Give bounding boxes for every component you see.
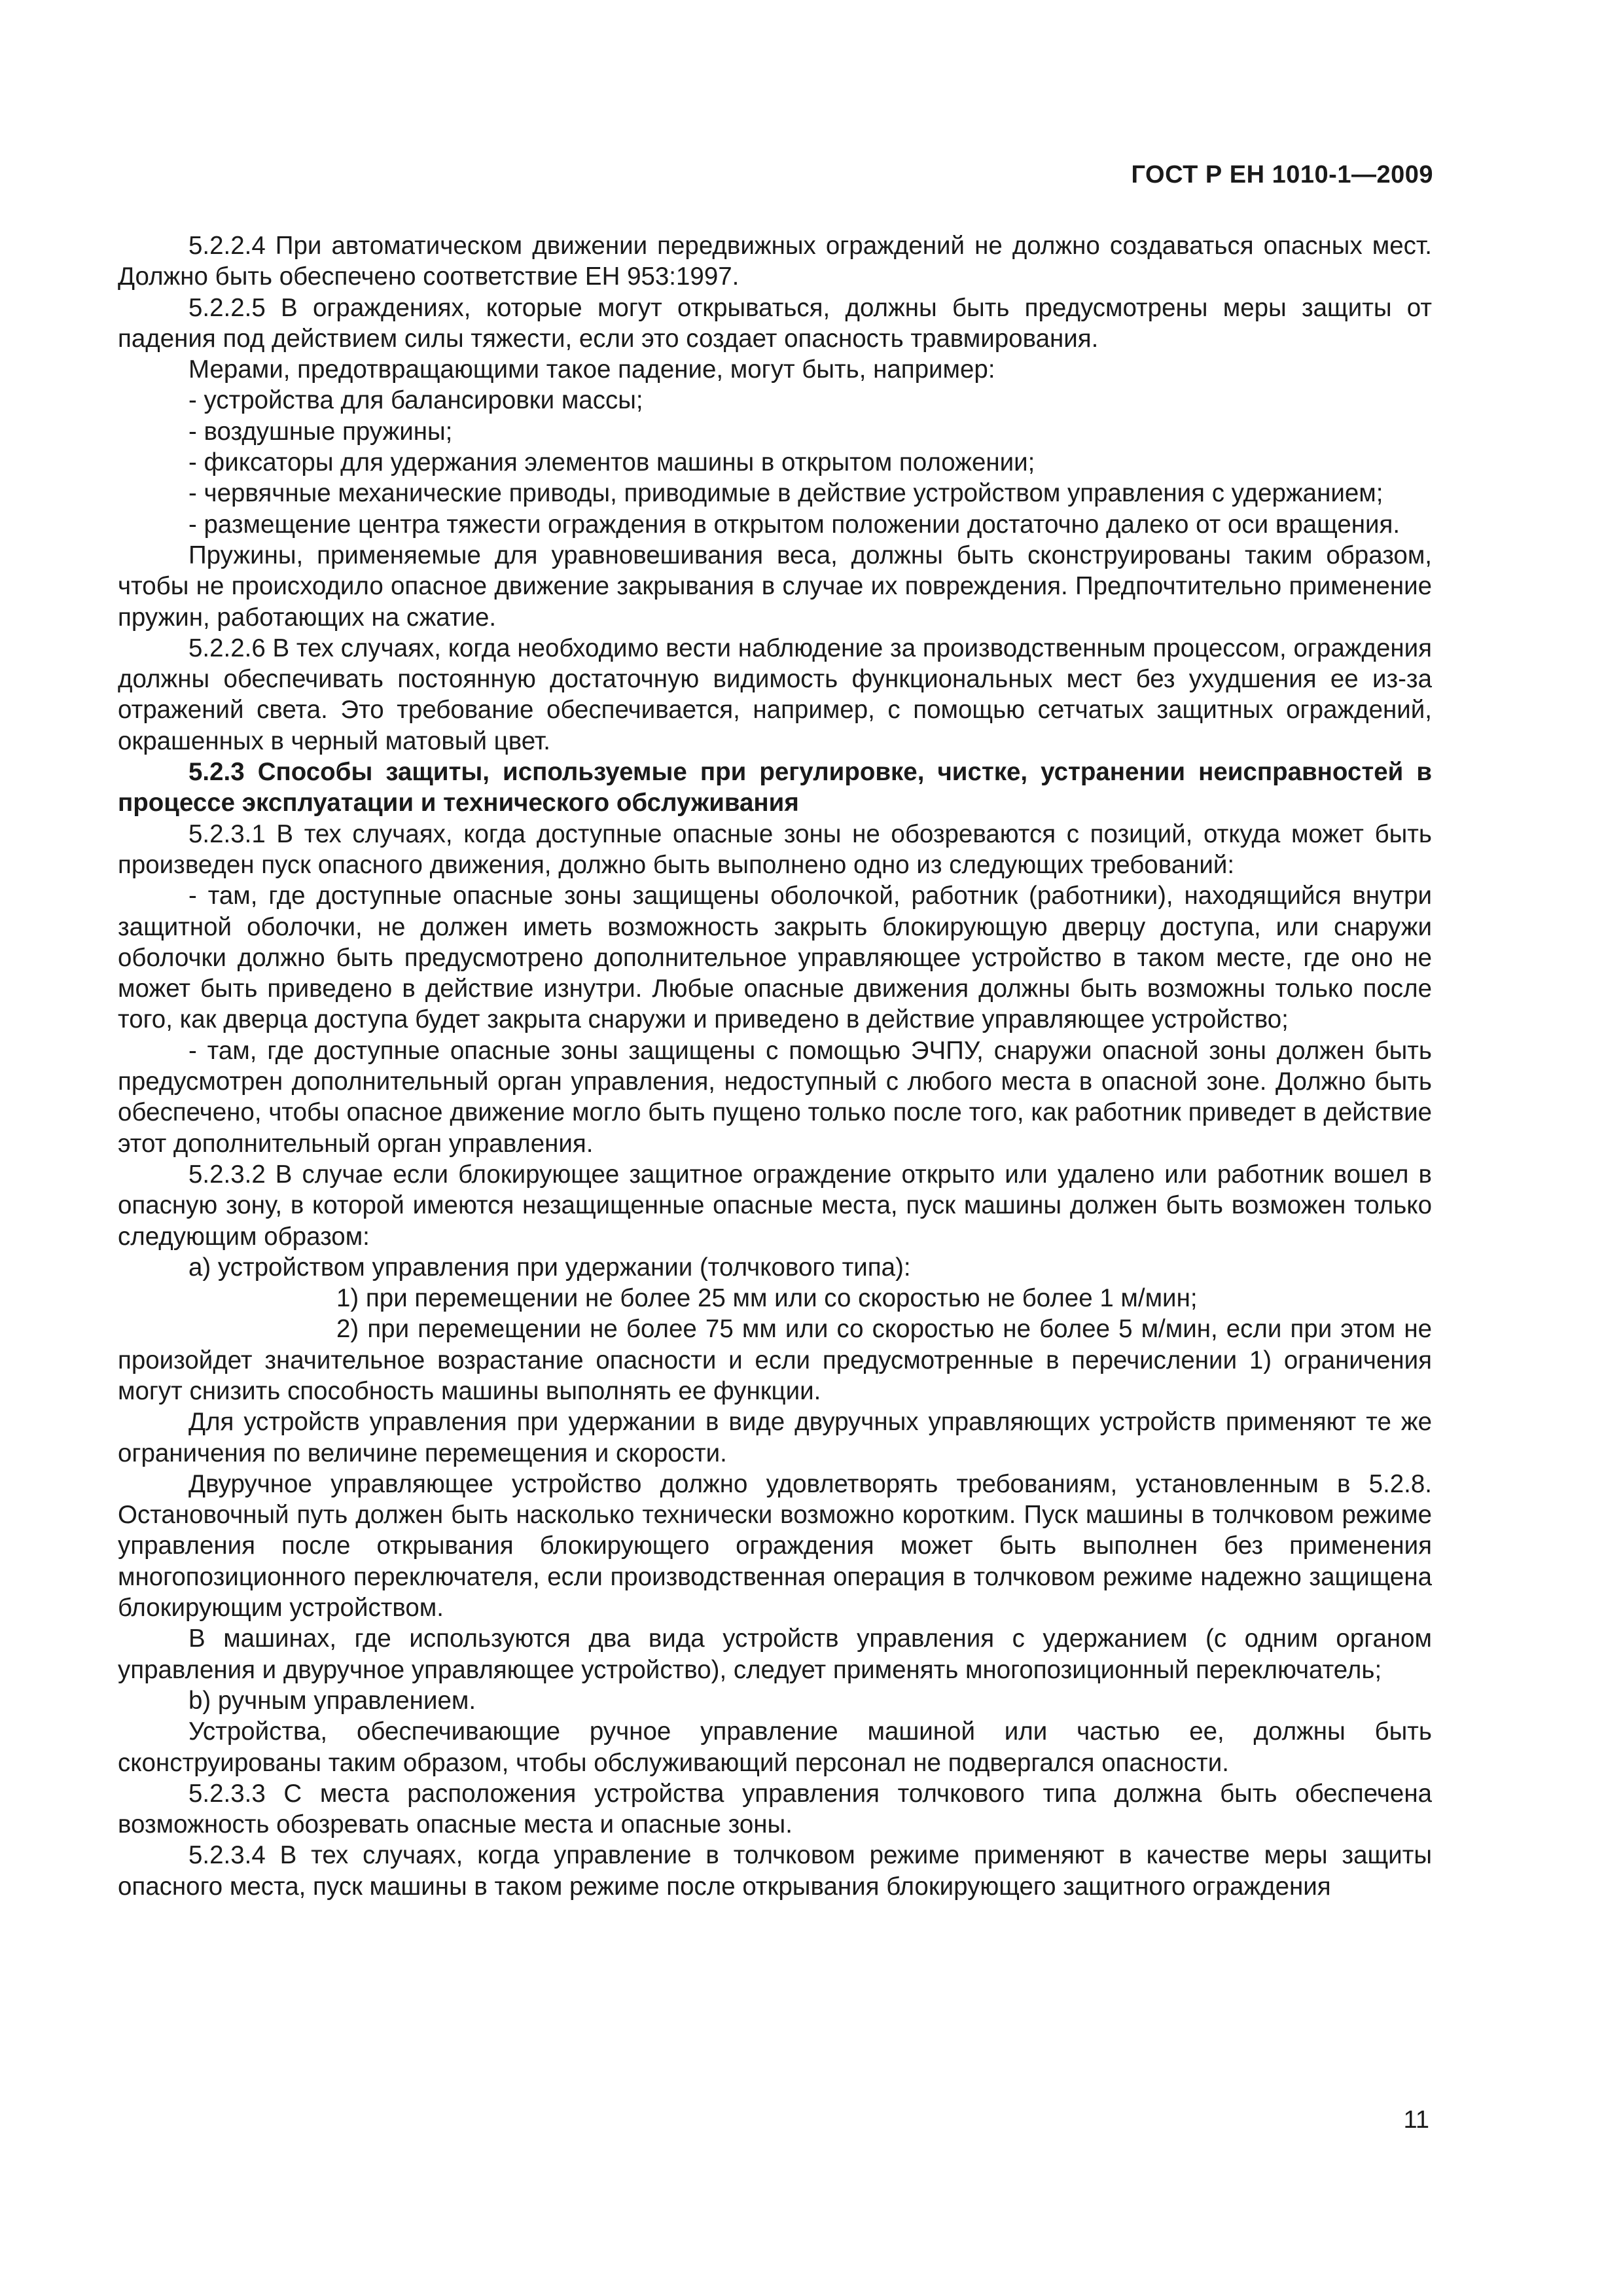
page-number: 11 [1403, 2106, 1429, 2134]
paragraph: 5.2.2.6 В тех случаях, когда необходимо вести наблюдение за производственным процессом, ограждения должны обеспечивать постоянную достаточную видимость функциональных мест без ухудшения ее из-за отражений света. Это требование обеспечивается, например, с помощью сетчатых защитных ограждений, окрашенных в черный матовый цвет. [118, 634, 1432, 755]
list-item: - там, где доступные опасные зоны защищены с помощью ЭЧПУ, снаружи опасной зоны должен быть предусмотрен дополнительный орган управления, недоступный с любого места в опасной зоне. Должно быть обеспечено, чтобы опасное движение могло быть пущено только после того, как работник приведет в действие этот дополнительный орган управления. [118, 1036, 1432, 1158]
document-code-header: ГОСТ Р ЕН 1010-1—2009 [1131, 161, 1433, 188]
paragraph: 5.2.3.4 В тех случаях, когда управление в толчковом режиме применяют в качестве меры защиты опасного места, пуск машины в таком режиме после открывания блокирующего защитного ограждения [118, 1841, 1432, 1901]
list-item: - фиксаторы для удержания элементов машины в открытом положении; [188, 448, 1035, 477]
paragraph: В машинах, где используются два вида устройств управления с удержанием (с одним органом управления и двуручное управляющее устройство), следует применять многопозиционный переключатель; [118, 1624, 1432, 1684]
paragraph: Устройства, обеспечивающие ручное управление машиной или частью ее, должны быть сконструированы таким образом, чтобы обслуживающий персонал не подвергался опасности. [118, 1717, 1432, 1777]
paragraph: Двуручное управляющее устройство должно удовлетворять требованиям, установленным в 5.2.8. Остановочный путь должен быть насколько технически возможно коротким. Пуск машины в толчковом режиме управления после открывания блокирующего ограждения может быть выполнен без применения многопозиционного переключателя, если производственная операция в толчковом режиме надежно защищена блокирующим устройством. [118, 1469, 1432, 1623]
paragraph: Для устройств управления при удержании в виде двуручных управляющих устройств применяют те же ограничения по величине перемещения и скорости. [118, 1408, 1432, 1467]
list-item: - устройства для балансировки массы; [188, 386, 643, 415]
list-item: - червячные механические приводы, приводимые в действие устройством управления с удержанием; [188, 479, 1383, 508]
paragraph: 5.2.3.2 В случае если блокирующее защитное ограждение открыто или удалено или работник вошел в опасную зону, в которой имеются незащищенные опасные места, пуск машины должен быть возможен только следующим образом: [118, 1160, 1432, 1251]
list-item: 2) при перемещении не более 75 мм или со скоростью не более 5 м/мин, если при этом не произойдет значительное возрастание опасности и если предусмотренные в перечислении 1) ограничения могут снизить способность машины выполнять ее функции. [118, 1315, 1432, 1405]
list-item: - воздушные пружины; [188, 417, 453, 446]
paragraph: 5.2.2.4 При автоматическом движении передвижных ограждений не должно создаваться опасных мест. Должно быть обеспечено соответствие ЕН 953:1997. [118, 232, 1432, 291]
section-heading-number: 5.2.3 [188, 758, 245, 787]
section-heading [118, 757, 1432, 819]
paragraph: 5.2.2.5 В ограждениях, которые могут открываться, должны быть предусмотрены меры защиты от падения под действием силы тяжести, если это создает опасность травмирования. [118, 293, 1432, 353]
list-item: а) устройством управления при удержании (толчкового типа): [188, 1253, 911, 1282]
paragraph: 5.2.3.3 С места расположения устройства управления толчкового типа должна быть обеспечена возможность обозревать опасные места и опасные зоны. [118, 1779, 1432, 1839]
list-item: 1) при перемещении не более 25 мм или со скоростью не более 1 м/мин; [336, 1284, 1198, 1313]
paragraph: Пружины, применяемые для уравновешивания веса, должны быть сконструированы таким образом, чтобы не происходило опасное движение закрывания в случае их повреждения. Предпочтительно применение пружин, работающих на сжатие. [118, 541, 1432, 632]
paragraph: Мерами, предотвращающими такое падение, могут быть, например: [188, 355, 995, 384]
list-item: b) ручным управлением. [188, 1686, 476, 1715]
list-item: - там, где доступные опасные зоны защищены оболочкой, работник (работники), находящийся внутри защитной оболочки, не должен иметь возможность закрыть блокирующую дверцу доступа, или снаружи оболочки должно быть предусмотрено дополнительное управляющее устройство в таком месте, где оно не может быть приведено в действие изнутри. Любые опасные движения должны быть возможны только после того, как дверца доступа будет закрыта снаружи и приведено в действие управляющее устройство; [118, 882, 1432, 1034]
list-item: - размещение центра тяжести ограждения в открытом положении достаточно далеко от оси вращения. [188, 510, 1400, 539]
paragraph: 5.2.3.1 В тех случаях, когда доступные опасные зоны не обозреваются с позиций, откуда может быть произведен пуск опасного движения, должно быть выполнено одно из следующих требований: [118, 819, 1432, 879]
document-body [118, 230, 1432, 1902]
section-heading-text: Способы защиты, используемые при регулировке, чистке, устранении неисправностей в процессе эксплуатации и технического обслуживания [118, 758, 1432, 817]
